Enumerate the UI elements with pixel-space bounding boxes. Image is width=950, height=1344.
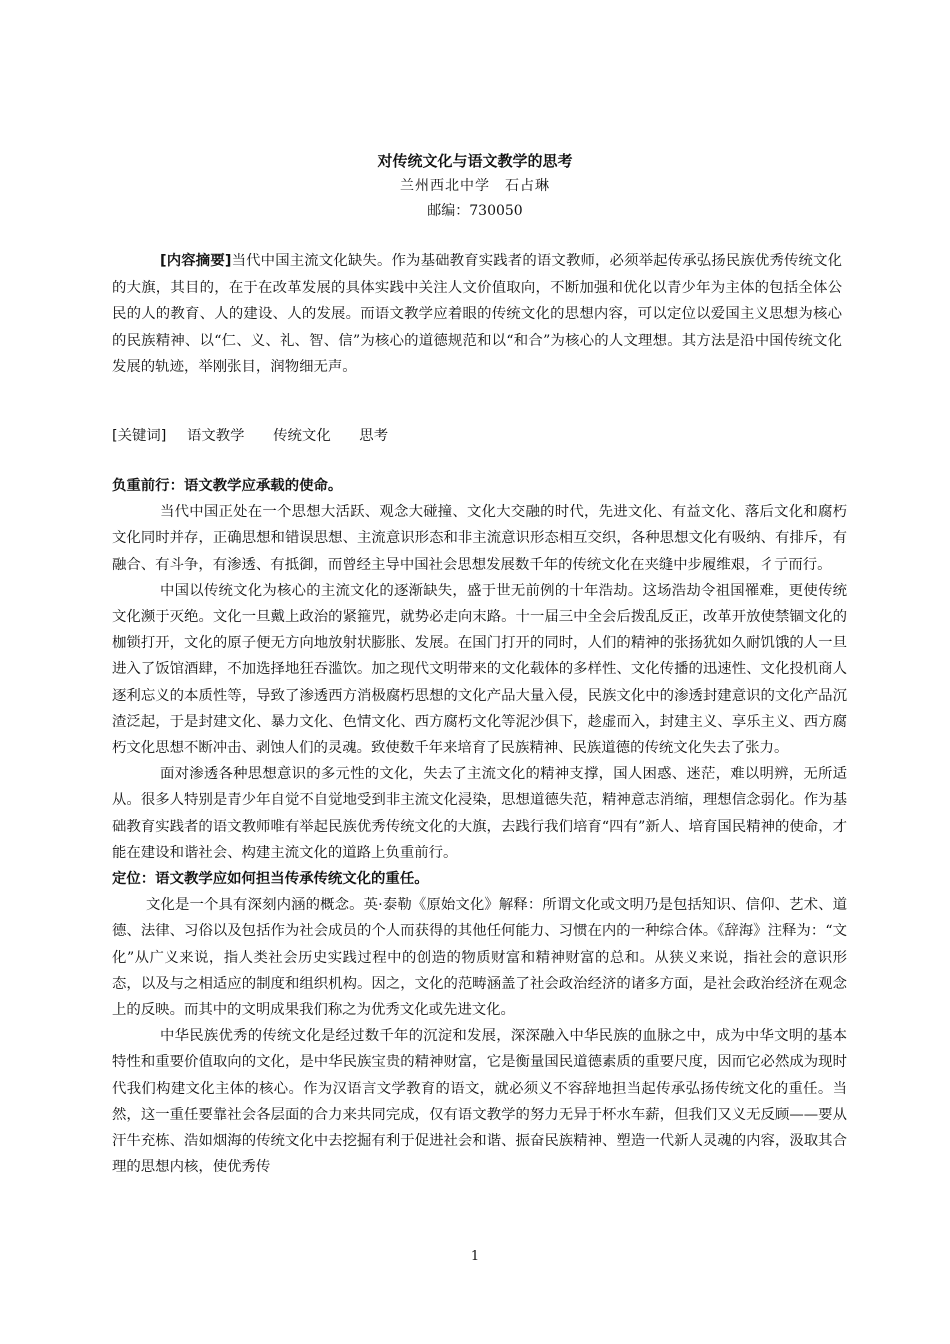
keywords-label: [关键词] bbox=[112, 428, 167, 444]
document-body bbox=[112, 473, 847, 1180]
body-paragraph: 面对渗透各种思想意识的多元性的文化，失去了主流文化的精神支撑，国人困惑、迷茫，难以明辨，无所适从。很多人特别是青少年自觉不自觉地受到非主流文化浸染，思想道德失范，精神意志消缩，理想信念弱化。作为基础教育实践者的语文教师唯有举起民族优秀传统文化的大旗，去践行我们培育“四有”新人、培育国民精神的使命，才能在建设和谐社会、构建主流文化的道路上负重前行。 bbox=[112, 766, 847, 861]
postcode-line: 邮编：730050 bbox=[427, 203, 523, 219]
abstract bbox=[112, 248, 842, 381]
page-number: 1 bbox=[470, 1249, 480, 1264]
keyword-item: 语文教学 bbox=[186, 428, 245, 444]
keyword-item: 传统文化 bbox=[273, 428, 331, 444]
section-heading: 定位：语文教学应如何担当传承传统文化的重任。 bbox=[112, 871, 429, 888]
abstract-label: [内容摘要] bbox=[160, 253, 232, 269]
author-line: 兰州西北中学 石占琳 bbox=[400, 178, 550, 194]
abstract-text: 当代中国主流文化缺失。作为基础教育实践者的语文教师，必须举起传承弘扬民族优秀传统文化的大旗，其目的，在于在改革发展的具体实践中关注人文价值取向，不断加强和优化以青少年为主体的包括全体公民的人的教育、人的建设、人的发展。而语文教学应着眼的传统文化的思想内容，可以定位以爱国主义思想为核心的民族精神、以“仁、义、礼、智、信”为核心的道德规范和以“和合”为核心的人文理想。其方法是沿中国传统文化发展的轨迹，举刚张目，润物细无声。 bbox=[112, 253, 842, 375]
page-title: 对传统文化与语文教学的思考 bbox=[377, 152, 573, 170]
keywords bbox=[112, 425, 412, 447]
body-paragraph: 当代中国正处在一个思想大活跃、观念大碰撞、文化大交融的时代，先进文化、有益文化、落后文化和腐朽文化同时并存，正确思想和错误思想、主流意识形态和非主流意识形态相互交织，各种思想文化有吸纳、有排斥，有融合、有斗争，有渗透、有抵御，而曾经主导中国社会思想发展数千年的传统文化在夹缝中步履维艰，彳亍而行。 bbox=[112, 504, 847, 573]
section-heading: 负重前行：语文教学应承载的使命。 bbox=[112, 478, 343, 494]
body-paragraph: 中华民族优秀的传统文化是经过数千年的沉淀和发展，深深融入中华民族的血脉之中，成为中华文明的基本特性和重要价值取向的文化，是中华民族宝贵的精神财富，它是衡量国民道德素质的重要尺度，因而它必然成为现时代我们构建文化主体的核心。作为汉语言文学教育的语文，就必须义不容辞地担当起传承弘扬传统文化的重任。当然，这一重任要靠社会各层面的合力来共同完成，仅有语文教学的努力无异于杯水车薪，但我们又义无反顾——要从汗牛充栋、浩如烟海的传统文化中去挖掘有利于促进社会和谐、振奋民族精神、塑造一代新人灵魂的内容，汲取其合理的思想内核，使优秀传 bbox=[112, 1028, 847, 1176]
body-paragraph: 文化是一个具有深刻内涵的概念。英·泰勒《原始文化》解释：所谓文化或文明乃是包括知识、信仰、艺术、道德、法律、习俗以及包括作为社会成员的个人而获得的其他任何能力、习惯在内的一种综合体。《辞海》注释为：“文化”从广义来说，指人类社会历史实践过程中的创造的物质财富和精神财富的总和。从狭义来说，指社会的意识形态，以及与之相适应的制度和组织机构。因之，文化的范畴涵盖了社会政治经济的诸多方面，是社会政治经济在观念上的反映。而其中的文明成果我们称之为优秀文化或先进文化。 bbox=[112, 897, 847, 1019]
body-paragraph: 中国以传统文化为核心的主流文化的逐渐缺失，盛于世无前例的十年浩劫。这场浩劫令祖国罹难，更使传统文化濒于灭绝。文化一旦戴上政治的紧箍咒，就势必走向末路。十一届三中全会后拨乱反正，改革开放使禁锢文化的枷锁打开，文化的原子便无方向地放射状膨胀、发展。在国门打开的同时，人们的精神的张扬犹如久耐饥饿的人一旦进入了饭馆酒肆，不加选择地狂吞滥饮。加之现代文明带来的文化载体的多样性、文化传播的迅速性、文化投机商人逐利忘义的本质性等，导致了渗透西方消极腐朽思想的文化产品大量入侵，民族文化中的渗透封建意识的文化产品沉渣泛起，于是封建文化、暴力文化、色情文化、西方腐朽文化等泥沙俱下，趁虚而入，封建主义、享乐主义、西方腐朽文化思想不断冲击、剥蚀人们的灵魂。致使数千年来培育了民族精神、民族道德的传统文化失去了张力。 bbox=[112, 582, 847, 757]
keyword-item: 思考 bbox=[359, 428, 389, 444]
